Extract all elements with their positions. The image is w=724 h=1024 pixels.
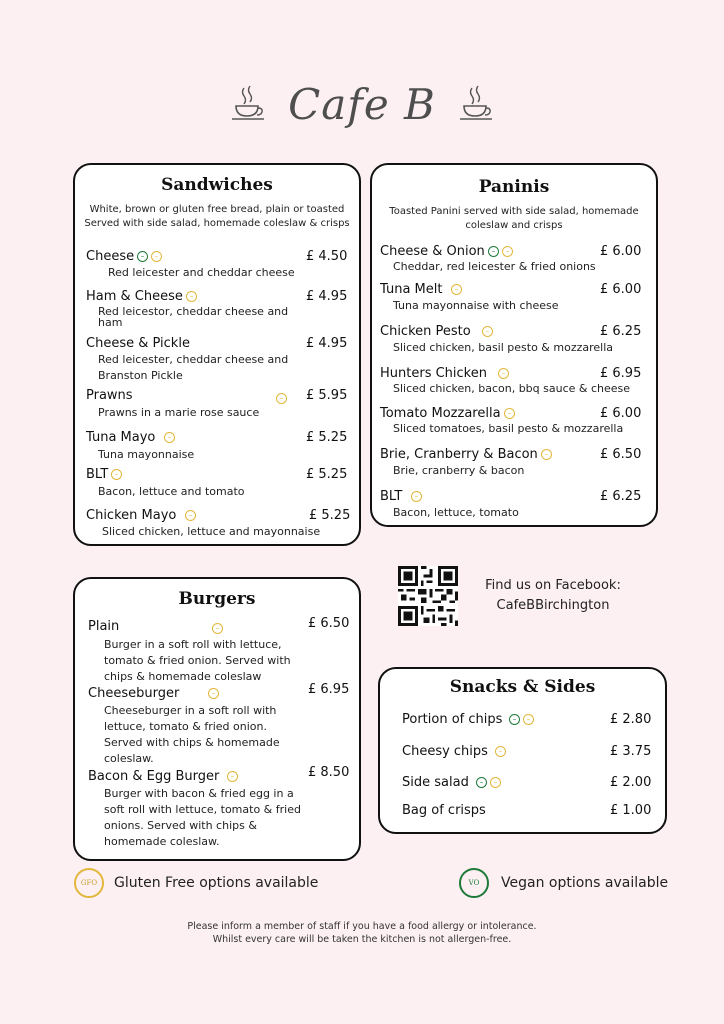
section-title: Sandwiches: [161, 175, 273, 195]
vegan-badge-icon: [488, 246, 499, 257]
vegan-badge-icon: [476, 777, 487, 788]
gluten-free-badge-icon: GFO: [74, 868, 104, 898]
gluten-free-badge-icon: [186, 291, 197, 302]
gluten-free-badge-icon: [495, 746, 506, 757]
burgers-card: Burgers Plain £ 6.50 Burger in a soft roll with lettuce, tomato & fried onion. Served with chips & homemade coleslaw Cheeseburger £ 6.95 Cheeseburger in a soft roll with lettuce, tomato & fried onion. Served with chips & homemade coleslaw. Bacon & Egg Burger £ 8.50 Burger with bacon & fried egg in a soft roll with lettuce, tomato & fried onions. Served with chips & homemade coleslaw.: [73, 577, 361, 861]
sandwiches-card: Sandwiches White, brown or gluten free bread, plain or toasted Served with side salad, homemade coleslaw & crisps Cheese £ 4.50 Red leicester and cheddar cheese Ham & Cheese £ 4.95 Red leicestor, cheddar cheese and ham Cheese & Pickle £ 4.95 Red leicester, cheddar cheese and Branston Pickle Prawns £ 5.95 Prawns in a marie rose sauce Tuna Mayo £ 5.25 Tuna mayonnaise BLT £ 5.25 Bacon, lettuce and tomato Chicken Mayo £ 5.25 Sliced chicken, lettuce and mayonnaise: [73, 163, 361, 546]
snacks-card: Snacks & Sides Portion of chips £ 2.80 Cheesy chips £ 3.75 Side salad £ 2.00 Bag of crisps £ 1.00: [378, 667, 667, 834]
gluten-free-badge-icon: [541, 449, 552, 460]
section-subtitle: Toasted Panini served with side salad, homemade coleslaw and crisps: [389, 206, 639, 231]
qr-code-icon: [398, 566, 458, 626]
gluten-free-badge-icon: [502, 246, 513, 257]
gluten-free-badge-icon: [151, 251, 162, 262]
gluten-free-badge-icon: [208, 688, 219, 699]
paninis-card: Paninis Toasted Panini served with side salad, homemade coleslaw and crisps Cheese & Onion £ 6.00 Cheddar, red leicester & fried onions Tuna Melt £ 6.00 Tuna mayonnaise with cheese Chicken Pesto £ 6.25 Sliced chicken, basil pesto & mozzarella Hunters Chicken £ 6.95 Sliced chicken, bacon, bbq sauce & cheese Tomato Mozzarella £ 6.00 Sliced tomatoes, basil pesto & mozzarella Brie, Cranberry & Bacon £ 6.50 Brie, cranberry & bacon BLT £ 6.25 Bacon, lettuce, tomato: [370, 163, 658, 527]
gluten-free-badge-icon: [212, 623, 223, 634]
gluten-free-badge-icon: [164, 432, 175, 443]
legend-vegan: VO Vegan options available: [459, 868, 668, 898]
header: [0, 74, 724, 134]
gluten-free-badge-icon: [276, 393, 287, 404]
allergy-notice: Please inform a member of staff if you have a food allergy or intolerance. Whilst every care will be taken the kitchen is not allergen-free.: [187, 921, 537, 945]
gluten-free-badge-icon: [185, 510, 196, 521]
facebook-info: Find us on Facebook: CafeBBirchington: [485, 578, 621, 613]
gluten-free-badge-icon: [482, 326, 493, 337]
section-subtitle: White, brown or gluten free bread, plain or toasted Served with side salad, homemade coleslaw & crisps: [84, 204, 350, 229]
gluten-free-badge-icon: [504, 408, 515, 419]
coffee-cup-icon: [230, 84, 266, 124]
vegan-badge-icon: [137, 251, 148, 262]
vegan-badge-icon: [509, 714, 520, 725]
gluten-free-badge-icon: [411, 491, 422, 502]
vegan-badge-icon: VO: [459, 868, 489, 898]
section-title: Snacks & Sides: [449, 677, 596, 697]
legend-gluten-free: GFO Gluten Free options available: [74, 868, 318, 898]
section-title: Paninis: [478, 177, 550, 197]
section-title: Burgers: [178, 589, 256, 609]
gluten-free-badge-icon: [451, 284, 462, 295]
gluten-free-badge-icon: [490, 777, 501, 788]
coffee-cup-icon: [458, 84, 494, 124]
gluten-free-badge-icon: [227, 771, 238, 782]
brand-title: Cafe B: [288, 79, 436, 129]
gluten-free-badge-icon: [498, 368, 509, 379]
gluten-free-badge-icon: [111, 469, 122, 480]
gluten-free-badge-icon: [523, 714, 534, 725]
